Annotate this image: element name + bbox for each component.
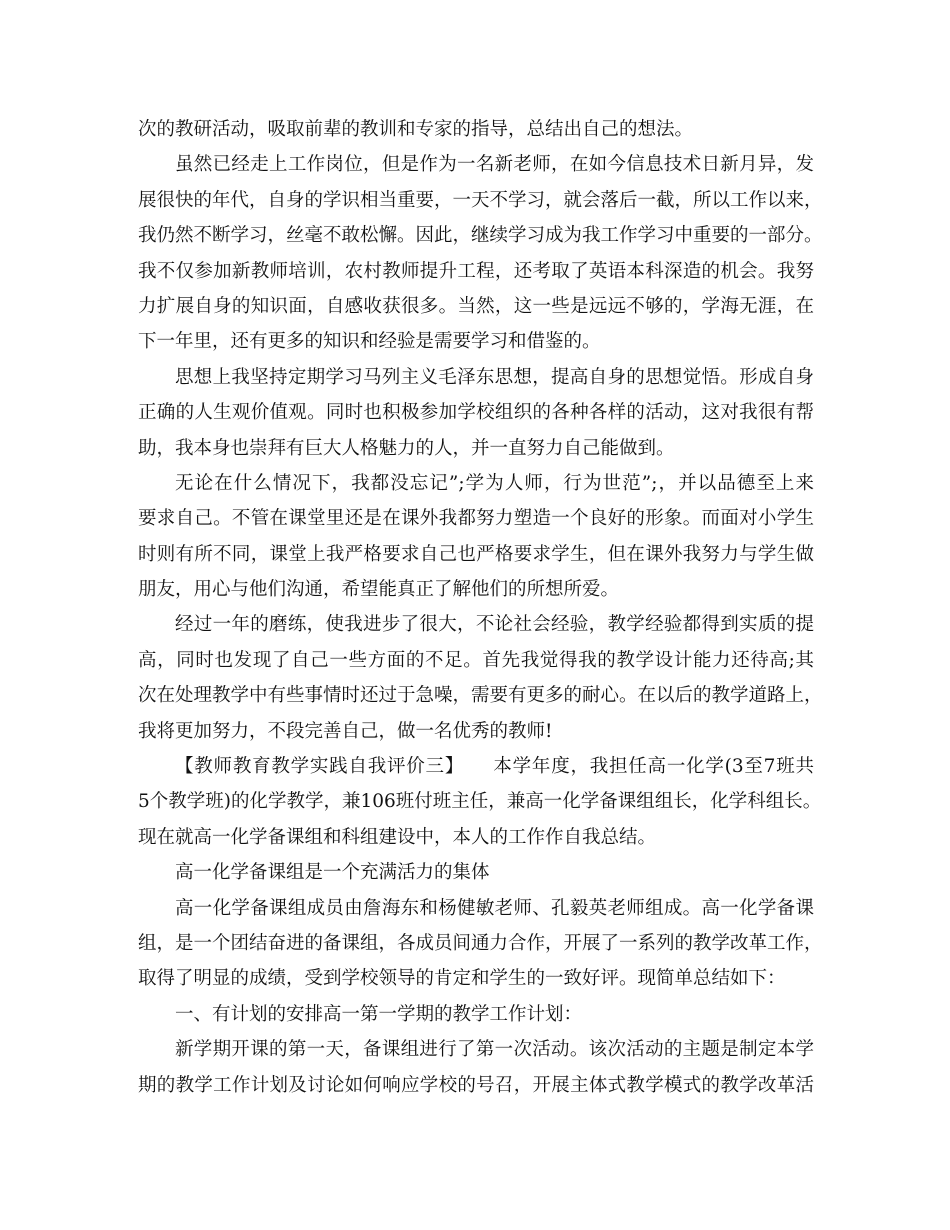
text-line: 一、有计划的安排高一第一学期的教学工作计划：: [175, 1003, 583, 1025]
text-line: 要求自己。不管在课堂里还是在课外我都努力塑造一个良好的形象。而面对小学生: [138, 508, 814, 530]
text-line: 高一化学备课组是一个充满活力的集体: [175, 862, 490, 884]
text-line: 朋友，用心与他们沟通，希望能真正了解他们的所想所爱。: [138, 579, 620, 601]
text-line: 高一化学备课组成员由詹海东和杨健敏老师、孔毅英老师组成。高一化学备课: [175, 897, 814, 919]
text-line: 助，我本身也崇拜有巨大人格魅力的人，并一直努力自己能做到。: [138, 437, 675, 459]
text-line: 经过一年的磨练，使我进步了很大，不论社会经验，教学经验都得到实质的提: [175, 614, 814, 636]
text-line: 无论在什么情况下，我都没忘记”;学为人师，行为世范”;，并以品德至上来: [175, 472, 814, 494]
text-line: 新学期开课的第一天，备课组进行了第一次活动。该次活动的主题是制定本学: [175, 1039, 814, 1061]
text-line: 期的教学工作计划及讨论如何响应学校的号召，开展主体式教学模式的教学改革活: [138, 1074, 814, 1096]
text-line: 5个教学班)的化学教学，兼106班付班主任，兼高一化学备课组组长，化学科组长。: [138, 791, 822, 813]
text-line: 现在就高一化学备课组和科组建设中，本人的工作作自我总结。: [138, 826, 657, 848]
text-line: 取得了明显的成绩，受到学校领导的肯定和学生的一致好评。现简单总结如下：: [138, 968, 786, 990]
text-line: 虽然已经走上工作岗位，但是作为一名新老师，在如今信息技术日新月异，发: [175, 154, 814, 176]
text-line: 正确的人生观价值观。同时也积极参加学校组织的各种各样的活动，这对我很有帮: [138, 402, 814, 424]
text-line: 组，是一个团结奋进的备课组，各成员间通力合作，开展了一系列的教学改革工作，: [138, 932, 823, 954]
text-line: 我仍然不断学习，丝毫不敢松懈。因此，继续学习成为我工作学习中重要的一部分。: [138, 225, 823, 247]
text-line: 【教师教育教学实践自我评价三】 本学年度，我担任高一化学(3至7班共: [175, 756, 814, 778]
text-line: 高，同时也发现了自己一些方面的不足。首先我觉得我的教学设计能力还待高;其: [138, 649, 814, 671]
text-line: 时则有所不同，课堂上我严格要求自己也严格要求学生，但在课外我努力与学生做: [138, 543, 814, 565]
text-line: 次的教研活动，吸取前辈的教训和专家的指导，总结出自己的想法。: [138, 119, 694, 140]
document-page: [138, 112, 823, 1103]
text-line: 力扩展自身的知识面，自感收获很多。当然，这一些是远远不够的，学海无涯，在: [138, 295, 814, 317]
text-line: 次在处理教学中有些事情时还过于急噪，需要有更多的耐心。在以后的教学道路上，: [138, 685, 823, 707]
text-line: 思想上我坚持定期学习马列主义毛泽东思想，提高自身的思想觉悟。形成自身: [175, 366, 814, 388]
text-line: 我不仅参加新教师培训，农村教师提升工程，还考取了英语本科深造的机会。我努: [138, 260, 814, 282]
text-line: 展很快的年代，自身的学识相当重要，一天不学习，就会落后一截，所以工作以来，: [138, 189, 823, 211]
text-line: 下一年里，还有更多的知识和经验是需要学习和借鉴的。: [138, 331, 601, 353]
text-line: 我将更加努力，不段完善自己，做一名优秀的教师!: [138, 720, 553, 742]
